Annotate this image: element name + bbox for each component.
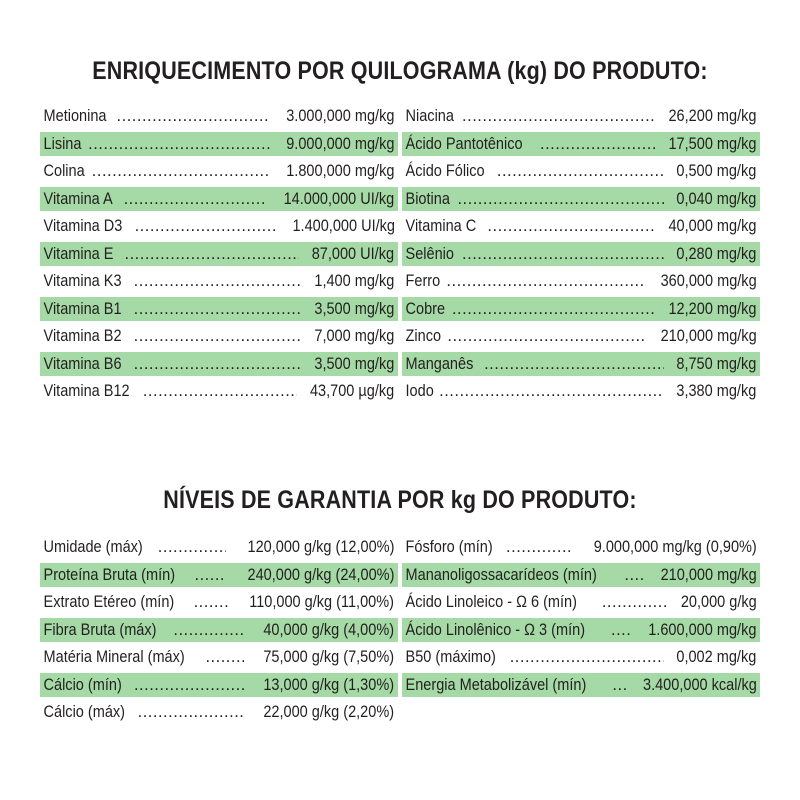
table-row <box>40 242 760 270</box>
table-row <box>40 352 760 380</box>
table-row <box>40 645 760 673</box>
nutrient-name: Fibra Bruta (máx) <box>43 620 157 639</box>
left-cell <box>40 352 398 376</box>
nutrient-value: 110,000 g/kg (11,00%) <box>249 593 395 611</box>
right-cell <box>402 269 760 293</box>
dot-leader <box>457 187 664 211</box>
nutrient-value: 210,000 mg/kg <box>660 565 757 584</box>
dot-leader <box>446 269 645 293</box>
right-cell <box>402 352 760 376</box>
nutrient-value: 22,000 g/kg (2,20%) <box>263 703 395 721</box>
table-row <box>40 187 760 215</box>
left-cell <box>40 297 398 321</box>
nutrient-name: Iodo <box>405 382 434 400</box>
table-row <box>40 379 760 407</box>
nutrient-name: Fósforo (mín) <box>405 538 493 556</box>
right-cell <box>402 242 760 266</box>
nutrient-name: Vitamina C <box>405 217 477 235</box>
left-cell <box>40 535 398 559</box>
table-row <box>40 159 760 187</box>
nutrient-name: Colina <box>43 162 85 180</box>
nutrient-name: Mananoligossacarídeos (mín) <box>405 565 597 584</box>
right-cell <box>402 645 760 669</box>
dot-leader <box>194 563 226 587</box>
dot-leader <box>194 590 229 614</box>
nutrient-name: Ácido Linoleico - Ω 6 (mín) <box>405 593 577 611</box>
nutrient-name: Cálcio (máx) <box>43 703 126 721</box>
nutrient-name: Ácido Fólico <box>405 162 485 180</box>
nutrient-name: Biotina <box>405 189 450 208</box>
dot-leader <box>624 563 645 587</box>
nutrient-value: 0,280 mg/kg <box>676 244 757 263</box>
nutrient-name: Vitamina B1 <box>43 299 122 318</box>
dot-leader <box>497 159 664 183</box>
nutrient-value: 12,200 mg/kg <box>668 299 757 318</box>
dot-leader <box>117 104 271 128</box>
table-row <box>40 700 760 728</box>
left-cell <box>40 187 398 211</box>
right-cell <box>402 214 760 238</box>
dot-leader <box>135 214 277 238</box>
dot-leader <box>452 297 655 321</box>
left-cell <box>40 269 398 293</box>
nutrient-name: Vitamina D3 <box>43 217 123 235</box>
dot-leader <box>134 324 303 348</box>
table-row <box>40 104 760 132</box>
nutrient-value: 360,000 mg/kg <box>660 272 757 290</box>
enrichment-table <box>40 104 760 407</box>
left-cell <box>40 324 398 348</box>
left-cell <box>40 132 398 156</box>
dot-leader <box>484 352 664 376</box>
dot-leader <box>612 673 625 697</box>
nutrient-name: Zinco <box>405 327 442 345</box>
right-cell <box>402 159 760 183</box>
left-cell <box>40 590 398 614</box>
right-cell <box>402 104 760 128</box>
table-row <box>40 563 760 591</box>
right-cell <box>402 297 760 321</box>
nutrient-name: Vitamina B12 <box>43 382 130 400</box>
table-row <box>40 324 760 352</box>
nutrient-value: 120,000 g/kg (12,00%) <box>247 538 395 556</box>
dot-leader <box>158 535 226 559</box>
dot-leader <box>134 673 244 697</box>
nutrient-value: 9.000,000 mg/kg (0,90%) <box>593 538 757 556</box>
nutrient-name: Vitamina A <box>43 189 113 208</box>
nutrient-name: Cálcio (mín) <box>43 675 122 694</box>
nutrient-name: Ácido Linolênico - Ω 3 (mín) <box>405 620 586 639</box>
nutrient-value: 9.000,000 mg/kg <box>286 134 395 153</box>
table-row <box>40 673 760 701</box>
enrichment-title: ENRIQUECIMENTO POR QUILOGRAMA (kg) DO PRODUTO: <box>92 57 708 85</box>
nutrient-value: 3,380 mg/kg <box>676 382 757 400</box>
right-cell <box>402 673 760 697</box>
dot-leader <box>506 535 570 559</box>
nutrient-value: 3.400,000 kcal/kg <box>642 675 757 694</box>
left-cell <box>40 645 398 669</box>
nutrient-name: Vitamina E <box>43 244 114 263</box>
left-cell <box>40 379 398 403</box>
nutrient-value: 0,002 mg/kg <box>676 648 757 666</box>
table-row <box>40 297 760 325</box>
dot-leader <box>439 379 664 403</box>
nutrient-value: 8,750 mg/kg <box>676 354 757 373</box>
nutrient-value: 75,000 g/kg (7,50%) <box>263 648 395 666</box>
right-cell <box>402 132 760 156</box>
nutrient-value: 20,000 g/kg <box>680 593 757 611</box>
nutrient-name: Umidade (máx) <box>43 538 143 556</box>
nutrient-name: Selênio <box>405 244 454 263</box>
left-cell <box>40 242 398 266</box>
nutrient-value: 1,400 mg/kg <box>314 272 395 290</box>
left-cell <box>40 700 398 724</box>
left-cell <box>40 159 398 183</box>
table-row <box>40 132 760 160</box>
nutrient-name: Matéria Mineral (máx) <box>43 648 185 666</box>
dot-leader <box>540 132 655 156</box>
table-row <box>40 618 760 646</box>
dot-leader <box>143 379 297 403</box>
dot-leader <box>173 618 244 642</box>
left-cell <box>40 673 398 697</box>
nutrient-value: 3,500 mg/kg <box>314 354 395 373</box>
nutrient-value: 17,500 mg/kg <box>668 134 757 153</box>
right-cell <box>402 379 760 403</box>
nutrient-name: Metionina <box>43 107 107 125</box>
right-cell <box>402 563 760 587</box>
nutrient-value: 26,200 mg/kg <box>668 107 757 125</box>
nutrient-name: B50 (máximo) <box>405 648 496 666</box>
nutrient-value: 87,000 UI/kg <box>312 244 395 263</box>
dot-leader <box>134 352 303 376</box>
nutrient-value: 1.600,000 mg/kg <box>648 620 757 639</box>
table-row <box>40 535 760 563</box>
nutrient-name: Vitamina B2 <box>43 327 122 345</box>
nutrient-value: 43,700 µg/kg <box>310 382 395 400</box>
nutrient-name: Niacina <box>405 107 454 125</box>
left-cell <box>40 563 398 587</box>
nutrient-value: 3,500 mg/kg <box>314 299 395 318</box>
nutrient-value: 240,000 g/kg (24,00%) <box>247 565 395 584</box>
nutrient-name: Ácido Pantotênico <box>405 134 523 153</box>
dot-leader <box>462 104 655 128</box>
nutrient-value: 1.400,000 UI/kg <box>291 217 395 235</box>
table-row <box>40 269 760 297</box>
nutrient-value: 0,040 mg/kg <box>676 189 757 208</box>
nutrient-value: 40,000 g/kg (4,00%) <box>263 620 395 639</box>
guarantee-table <box>40 535 760 728</box>
dot-leader <box>134 269 303 293</box>
dot-leader <box>462 242 664 266</box>
right-cell <box>402 618 760 642</box>
right-cell <box>402 324 760 348</box>
right-cell <box>402 187 760 211</box>
nutrient-name: Lisina <box>43 134 82 153</box>
nutrient-name: Cobre <box>405 299 446 318</box>
table-row <box>40 590 760 618</box>
nutrient-value: 3.000,000 mg/kg <box>286 107 395 125</box>
dot-leader <box>138 700 245 724</box>
dot-leader <box>205 645 244 669</box>
right-cell <box>402 535 760 559</box>
nutrient-value: 1.800,000 mg/kg <box>286 162 395 180</box>
nutrient-value: 14.000,000 UI/kg <box>283 189 395 208</box>
dot-leader <box>125 242 300 266</box>
nutrient-name: Manganês <box>405 354 474 373</box>
nutrient-value: 0,500 mg/kg <box>676 162 757 180</box>
dot-leader <box>92 159 270 183</box>
right-cell <box>402 590 760 614</box>
nutrient-value: 40,000 mg/kg <box>668 217 757 235</box>
nutrient-name: Vitamina K3 <box>43 272 122 290</box>
table-row <box>40 214 760 242</box>
nutrient-name: Extrato Etéreo (mín) <box>43 593 175 611</box>
left-cell <box>40 618 398 642</box>
dot-leader <box>611 618 632 642</box>
left-cell <box>40 214 398 238</box>
dot-leader <box>602 590 669 614</box>
nutrient-value: 210,000 mg/kg <box>660 327 757 345</box>
nutrient-name: Ferro <box>405 272 441 290</box>
dot-leader <box>124 187 268 211</box>
nutrient-name: Energia Metabolizável (mín) <box>405 675 587 694</box>
dot-leader <box>510 645 664 669</box>
guarantee-title: NÍVEIS DE GARANTIA POR kg DO PRODUTO: <box>163 486 637 514</box>
nutrient-name: Proteína Bruta (mín) <box>43 565 176 584</box>
dot-leader <box>487 214 655 238</box>
left-cell <box>40 104 398 128</box>
dot-leader <box>88 132 270 156</box>
dot-leader <box>134 297 303 321</box>
dot-leader <box>447 324 645 348</box>
nutrient-value: 7,000 mg/kg <box>314 327 395 345</box>
nutrient-value: 13,000 g/kg (1,30%) <box>263 675 395 694</box>
nutrient-name: Vitamina B6 <box>43 354 122 373</box>
